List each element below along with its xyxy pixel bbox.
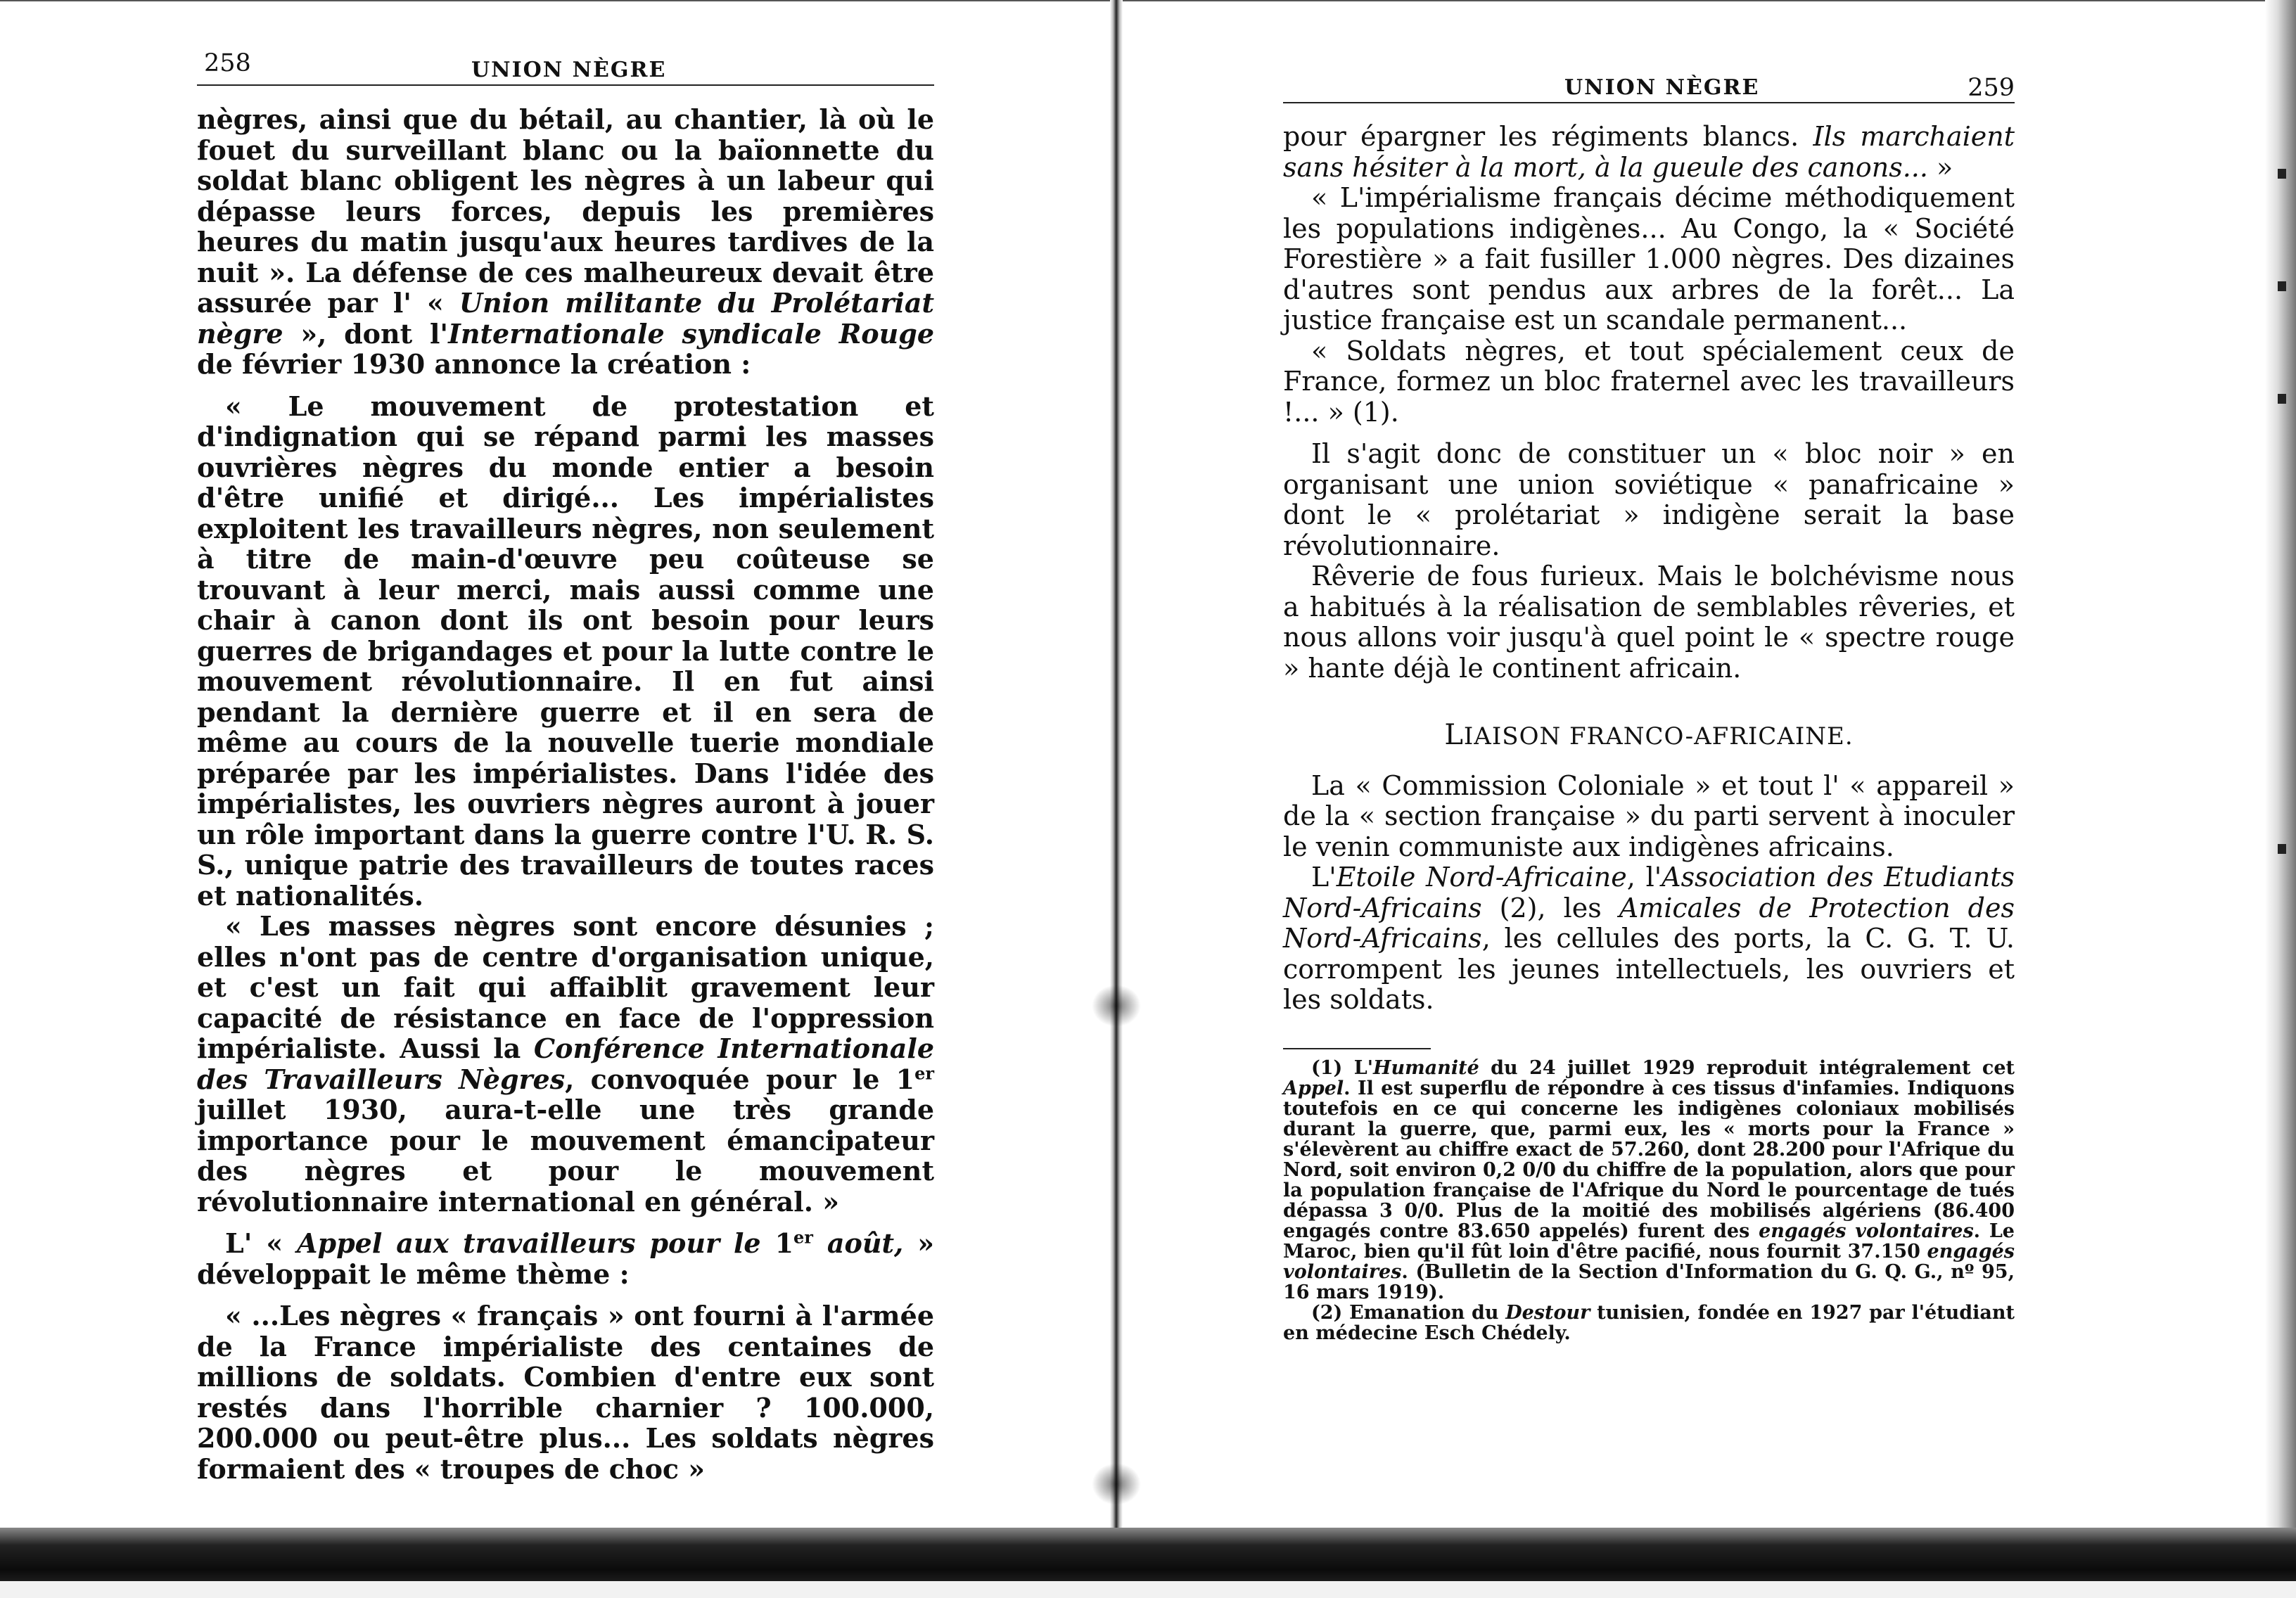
body-text — [197, 104, 934, 1484]
page-number: 259 — [1967, 74, 2015, 102]
quote-paragraph: pour épargner les régiments blancs. Ils marchaient sans hésiter à la mort, à la gueule des canons... » — [1283, 121, 2015, 183]
paragraph: Rêverie de fous furieux. Mais le bolchévisme nous a habitués à la réalisation de semblables rêveries, et nous allons voir jusqu'à quel point le « spectre rouge » hante déjà le continent africain. — [1283, 561, 2015, 684]
paragraph: nègres, ainsi que du bétail, au chantier, là où le fouet du surveillant blanc ou la baïonnette du soldat blanc obligent les nègres à un labeur qui dépasse leurs forces, depuis les premières heures du matin jusqu'aux heures tardives de la nuit ». La défense de ces malheureux devait être assurée par l' « Union militante du Prolétariat nègre », dont l'Internationale syndicale Rouge de février 1930 annonce la création : — [197, 103, 934, 380]
edge-mark — [2278, 844, 2286, 854]
quote-paragraph: « Les masses nègres sont encore désunies ; elles n'ont pas de centre d'organisation unique, et c'est un fait qui affaiblit gravement leur capacité de résistance en face de l'oppression impérialiste. Aussi la Conférence Internationale des Travailleurs Nègres, convoquée pour le 1er juillet 1930, aura-t-elle une très grande importance pour le mouvement émancipateur des nègres et pour le mouvement révolutionnaire international en général. » — [197, 910, 934, 1217]
footnotes — [1283, 1058, 2015, 1343]
running-head — [1283, 67, 2015, 103]
paragraph: La « Commission Coloniale » et tout l' « appareil » de la « section française » du parti servent à inoculer le venin communiste aux indigènes africains. — [1283, 769, 2015, 862]
edge-mark — [2278, 169, 2286, 179]
footnote: (2) Emanation du Destour tunisien, fondée en 1927 par l'étudiant en médecine Esch Chédely. — [1283, 1301, 2015, 1344]
page-edge-shadow — [2265, 0, 2296, 1533]
quote-paragraph: « L'impérialisme français décime méthodiquement les populations indigènes... Au Congo, la « Société Forestière » a fait fusiller 1.000 nègres. Des dizaines d'autres sont pendus aux arbres de la forêt... La justice française est un scandale permanent... — [1283, 182, 2015, 335]
running-title: UNION NÈGRE — [1564, 75, 1760, 100]
running-title: UNION NÈGRE — [471, 58, 667, 82]
paragraph: Il s'agit donc de constituer un « bloc noir » en organisant une union soviétique « panafricaine » dont le « prolétariat » indigène serait la base révolutionnaire. — [1283, 438, 2015, 561]
quote-paragraph: « Le mouvement de protestation et d'indignation qui se répand parmi les masses ouvrières nègres du monde entier a besoin d'être unifié et dirigé... Les impérialistes exploitent les travailleurs nègres, non seulement à titre de main-d'œuvre peu coûteuse se trouvant à leur merci, mais aussi comme une chair à canon dont ils ont besoin pour leurs guerres de brigandages et pour la lutte contre le mouvement révolutionnaire. Il en fut ainsi pendant la dernière guerre et il en sera de même au cours de la nouvelle tuerie mondiale préparée par les impérialistes. Dans l'idée des impérialistes, les ouvriers nègres auront à jouer un rôle important dans la guerre contre l'U. R. S. S., unique patrie des travailleurs de toutes races et nationalités. — [197, 390, 934, 912]
gutter-shadow — [1092, 985, 1141, 1027]
section-heading: LIAISON FRANCO-AFRICAINE. — [1444, 719, 1854, 751]
book-gutter — [1110, 0, 1123, 1598]
left-page — [197, 49, 934, 1484]
footnote: (1) L'Humanité du 24 juillet 1929 reproduit intégralement cet Appel. Il est superflu de répondre à ces tissus d'infamies. Indiquons toutefois en ce qui concerne les indigènes coloniaux mobilisés durant la guerre, que, parmi eux, les « morts pour la France » s'élevèrent au chiffre exact de 57.260, dont 28.200 pour l'Afrique du Nord, soit environ 0,2 0/0 du chiffre de la population, alors que pour la population française de l'Afrique du Nord le pourcentage de tués dépassa 3 0/0. Plus de la moitié des mobilisés algériens (86.400 engagés contre 83.650 appelés) furent des engagés volontaires. Le Maroc, bien qu'il fût loin d'être pacifié, nous fournit 37.150 engagés volontaires. (Bulletin de la Section d'Information du G. Q. G., nº 95, 16 mars 1919). — [1283, 1056, 2015, 1303]
gutter-shadow — [1092, 1463, 1141, 1505]
quote-paragraph: « Soldats nègres, et tout spécialement ceux de France, formez un bloc fraternel avec les travailleurs !... » (1). — [1283, 335, 2015, 428]
paragraph: L'Etoile Nord-Africaine, l'Association des Etudiants Nord-Africains (2), les Amicales de Protection des Nord-Africains, les cellules des ports, la C. G. T. U. corrompent les jeunes intellectuels, les ouvriers et les soldats. — [1283, 862, 2015, 1015]
scan-bottom-shadow — [0, 1528, 2296, 1598]
body-text — [1283, 122, 2015, 1016]
quote-paragraph: « ...Les nègres « français » ont fourni à l'armée de la France impérialiste des centaines de millions de soldats. Combien d'entre eux sont restés dans l'horrible charnier ? 100.000, 200.000 ou peut-être plus... Les soldats nègres formaient des « troupes de choc » — [197, 1300, 934, 1485]
edge-mark — [2278, 394, 2286, 404]
right-page — [1283, 67, 2015, 1343]
footnote-rule — [1283, 1048, 1431, 1049]
page-number: 258 — [204, 49, 251, 77]
scan-top-edge — [0, 0, 2296, 1]
running-head — [197, 49, 934, 86]
paragraph: L' « Appel aux travailleurs pour le 1er août, » développait le même thème : — [197, 1227, 935, 1290]
edge-mark — [2278, 281, 2286, 291]
